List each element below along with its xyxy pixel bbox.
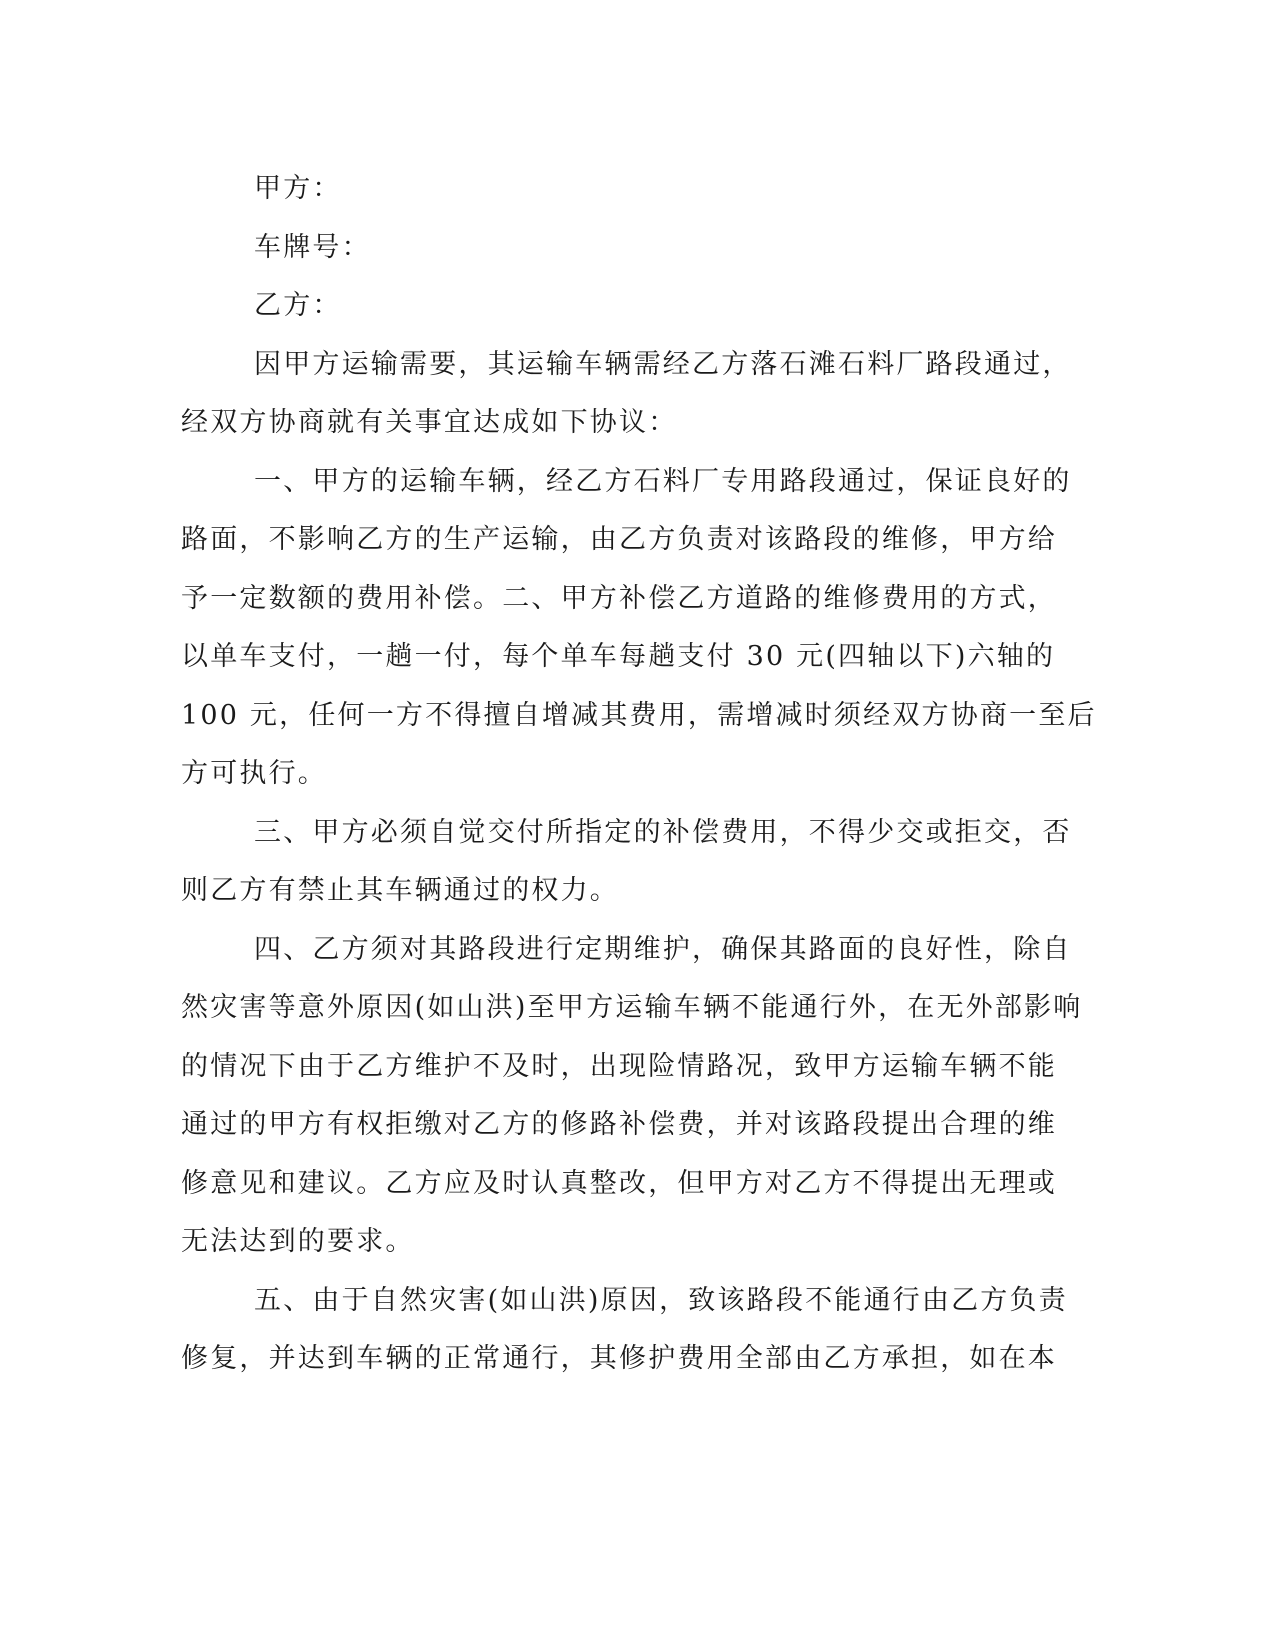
clause-5-line: 五、由于自然灾害(如山洪)原因，致该路段不能通行由乙方负责	[254, 1284, 1068, 1316]
clause-4-line: 四、乙方须对其路段进行定期维护，确保其路面的良好性，除自	[254, 933, 1072, 965]
party-a-label: 甲方：	[254, 173, 342, 204]
preamble-line: 因甲方运输需要，其运输车辆需经乙方落石滩石料厂路段通过，	[254, 348, 1072, 380]
clause-2-line: 100 元，任何一方不得擅自增减其费用，需增减时须经双方协商一至后	[181, 699, 1097, 731]
clause-4-line: 的情况下由于乙方维护不及时，出现险情路况，致甲方运输车辆不能	[181, 1050, 1057, 1082]
clause-4-line: 无法达到的要求。	[181, 1226, 415, 1257]
clause-4-line: 修意见和建议。乙方应及时认真整改，但甲方对乙方不得提出无理或	[181, 1167, 1057, 1199]
clause-5-line: 修复，并达到车辆的正常通行，其修护费用全部由乙方承担，如在本	[181, 1343, 1057, 1374]
clause-4-line: 通过的甲方有权拒缴对乙方的修路补偿费，并对该路段提出合理的维	[181, 1109, 1057, 1140]
clause-2-line: 予一定数额的费用补偿。二、甲方补偿乙方道路的维修费用的方式，	[181, 582, 1057, 614]
clause-3-line: 三、甲方必须自觉交付所指定的补偿费用，不得少交或拒交，否	[254, 816, 1072, 848]
document-body	[181, 160, 1097, 1389]
preamble-line: 经双方协商就有关事宜达成如下协议：	[181, 407, 678, 438]
plate-number-label: 车牌号：	[254, 231, 371, 263]
clause-4-line: 然灾害等意外原因(如山洪)至甲方运输车辆不能通行外，在无外部影响	[181, 992, 1083, 1023]
clause-2-line: 以单车支付，一趟一付，每个单车每趟支付 30 元(四轴以下)六轴的	[181, 641, 1056, 672]
clause-3-line: 则乙方有禁止其车辆通过的权力。	[181, 875, 619, 906]
clause-1-line: 路面，不影响乙方的生产运输，由乙方负责对该路段的维修，甲方给	[181, 524, 1057, 555]
party-b-label: 乙方：	[254, 290, 342, 321]
clause-2-line: 方可执行。	[181, 758, 327, 789]
clause-1-line: 一、甲方的运输车辆，经乙方石料厂专用路段通过，保证良好的	[254, 465, 1072, 497]
